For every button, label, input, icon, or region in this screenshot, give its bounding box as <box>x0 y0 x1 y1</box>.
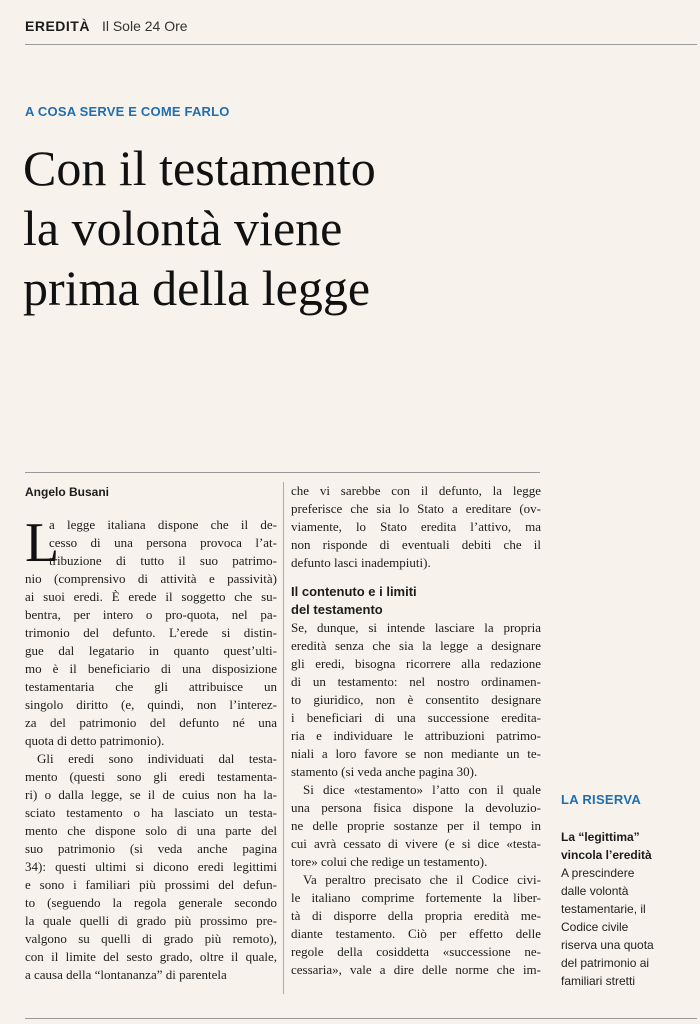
text-line: mento che dispone solo di una parte del <box>25 823 277 838</box>
text-line: a causa della “lontananza” di parentela <box>25 967 227 982</box>
subheading-line: Il contenuto e i limiti <box>291 584 417 599</box>
text-line: ai suoi eredi. È erede il soggetto che su- <box>25 589 277 604</box>
sidebar-title-line: La “legittima” <box>561 830 640 844</box>
column-divider <box>283 482 284 994</box>
sidebar-box <box>561 792 691 990</box>
text-line: non risponde di eventuali debiti che il <box>291 537 541 552</box>
text-line: una persona fisica dispone la devoluzio- <box>291 800 541 815</box>
section-label: EREDITÀ <box>25 18 90 34</box>
publication-name: Il Sole 24 Ore <box>101 18 188 34</box>
text-line: e sono i familiari più prossimi del defun- <box>25 877 277 892</box>
text-line: cesso di una persona provoca l’at- <box>49 535 277 550</box>
text-line: tribuzione di tutto il suo patrimo- <box>49 553 277 568</box>
sidebar-text-line: testamentarie, il <box>561 902 646 916</box>
text-line: to (seguendo la regola generale secondo <box>25 895 277 910</box>
text-line: sciato testamento o ha lasciato un testa- <box>25 805 277 820</box>
text-line: Si dice «testamento» l’atto con il quale <box>303 782 541 797</box>
text-line: valgono su quelli di grado più remoto), <box>25 931 277 946</box>
article-column-1 <box>25 512 277 984</box>
text-line: 34): questi ultimi si dicono eredi legittimi <box>25 859 277 874</box>
text-line: to giuridico, non è consentito designare <box>291 692 541 707</box>
text-line: i beneficiari di una successione eredita- <box>291 710 541 725</box>
paragraph-gap <box>291 572 541 583</box>
text-line: singolo diritto (e, quindi, non l’interez- <box>25 697 277 712</box>
text-line: che vi sarebbe con il defunto, la legge <box>291 483 541 498</box>
sidebar-text-line: riserva una quota <box>561 938 654 952</box>
text-line: Se, dunque, si intende lasciare la propria <box>291 620 541 635</box>
kicker: A COSA SERVE E COME FARLO <box>25 104 230 119</box>
sidebar-text-line: del patrimonio ai <box>561 956 650 970</box>
sidebar-title <box>561 828 691 864</box>
sidebar-text-line: familiari stretti <box>561 974 636 988</box>
headline-line: prima della legge <box>23 260 371 316</box>
text-line: con il limite del sesto grado, oltre il quale, <box>25 949 277 964</box>
text-line: diante testamento. Ciò per effetto delle <box>291 926 541 941</box>
text-line: gue dal legatario in quanto quest’ulti- <box>25 643 277 658</box>
text-line: gli eredi, bisogna ricorrere alla redazione <box>291 656 541 671</box>
sidebar-text <box>561 864 691 990</box>
sidebar-label: LA RISERVA <box>561 792 642 807</box>
text-line: ne delle proprie sostanze per il tempo in <box>291 818 541 833</box>
text-line: Va peraltro precisato che il Codice civi- <box>303 872 541 887</box>
text-line: eredità senza che sia la legge a designare <box>291 638 541 653</box>
text-line: la quale quelli di grado più prossimo pre- <box>25 913 277 928</box>
text-line: mento (questi sono gli eredi testamenta- <box>25 769 277 784</box>
text-line: cessaria», vale a dire delle norme che im- <box>291 962 541 977</box>
headline <box>23 138 683 318</box>
text-line: ria e individuare le attribuzioni patrimo- <box>291 728 541 743</box>
text-line: testamentaria che gli attribuisce un <box>25 679 277 694</box>
text-line: defunto lasci inadempiuti). <box>291 555 431 570</box>
text-line: di un testamento: nel nostro ordinamen- <box>291 674 541 689</box>
headline-line: la volontà viene <box>23 200 343 256</box>
text-line: le italiano comprime fortemente la liber- <box>291 890 541 905</box>
text-line: trimonio del defunto. L’erede si distin- <box>25 625 277 640</box>
sidebar-text-line: Codice civile <box>561 920 629 934</box>
byline: Angelo Busani <box>25 485 110 499</box>
text-line: Gli eredi sono individuati dal testa- <box>37 751 277 766</box>
text-line: stamento (si veda anche pagina 30). <box>291 764 478 779</box>
text-line: bentra, per intero o pro-quota, nel pa- <box>25 607 277 622</box>
article-column-2 <box>291 482 541 979</box>
text-line: cui avrà cessato di vivere (e si dice «testa- <box>291 836 541 851</box>
text-line: a legge italiana dispone che il de- <box>49 517 277 532</box>
text-line: nio (comprensivo di attività e passività) <box>25 571 277 586</box>
text-line: regole della cosiddetta «successione ne- <box>291 944 541 959</box>
subheading-line: del testamento <box>291 602 383 617</box>
text-line: suo patrimonio (si veda anche pagina <box>25 841 277 856</box>
page-header <box>25 18 697 45</box>
text-line: tà di disporre della propria eredità me- <box>291 908 541 923</box>
text-line: ri) o dalla legge, se il de cuius non ha la- <box>25 787 277 802</box>
bottom-divider <box>25 1018 697 1019</box>
drop-cap: L <box>25 512 60 574</box>
divider <box>25 472 540 473</box>
text-line: viamente, lo Stato eredita l’attivo, ma <box>291 519 541 534</box>
text-line: tore» colui che redige un testamento). <box>291 854 488 869</box>
sidebar-title-line: vincola l’eredità <box>561 848 652 862</box>
text-line: quota di detto patrimonio). <box>25 733 165 748</box>
text-line: za del patrimonio del defunto né una <box>25 715 277 730</box>
headline-line: Con il testamento <box>23 140 376 196</box>
text-line: niali a loro favore se non mediante un te- <box>291 746 541 761</box>
text-line: mo è il beneficiario di una disposizione <box>25 661 277 676</box>
sidebar-text-line: A prescindere <box>561 866 635 880</box>
text-line: preferisce che sia lo Stato a ereditare (ov- <box>291 501 541 516</box>
sidebar-text-line: dalle volontà <box>561 884 629 898</box>
